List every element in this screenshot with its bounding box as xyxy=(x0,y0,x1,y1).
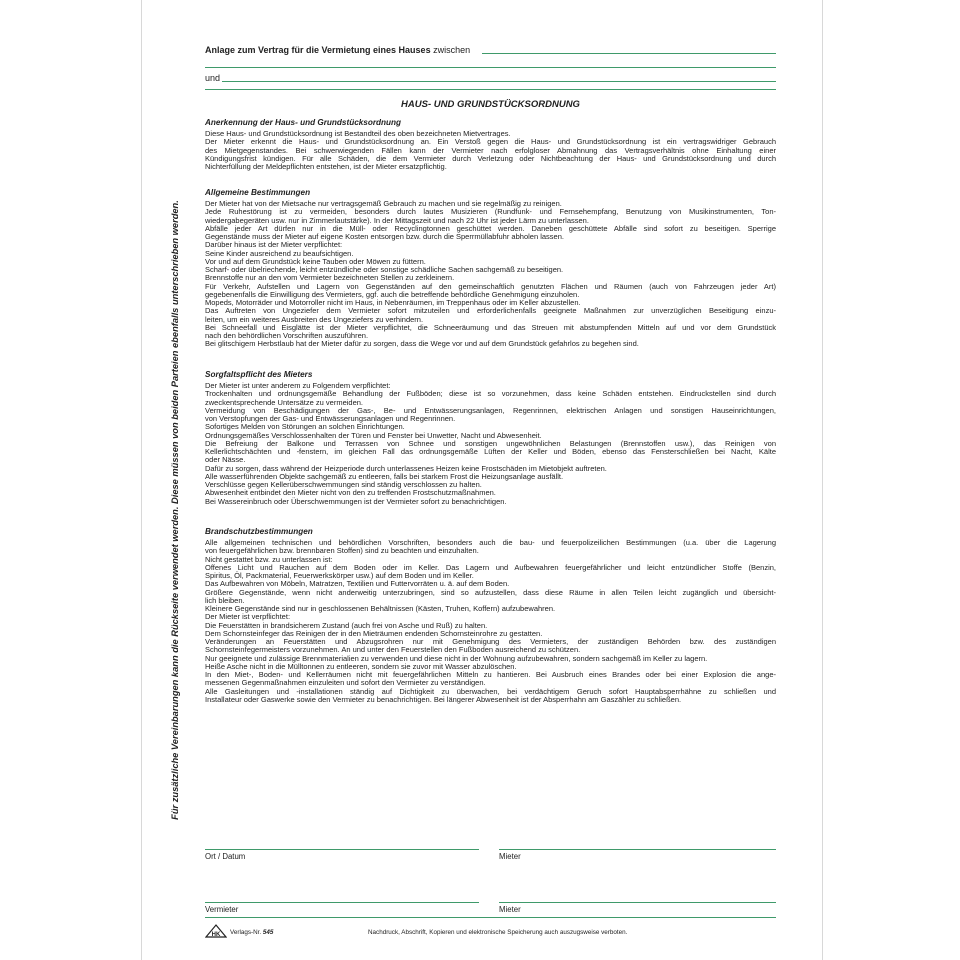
section-heading: Sorgfaltspflicht des Mieters xyxy=(205,370,313,379)
body-line: Der Mieter erkennt die Haus- und Grundstücksordnung an. Ein Verstoß gegen die Haus- und Grundstücksordnung ist ein vertragswidriger Gebrauch xyxy=(205,137,776,147)
body-line: zweckentsprechende Untersätze zu vermeiden. xyxy=(205,397,363,407)
body-line: Bei glitschigem Herbstlaub hat der Mieter dafür zu sorgen, dass die Wege vor und auf dem Grundstück gefahrlos zu begehen sind. xyxy=(205,339,639,349)
section-body xyxy=(205,382,776,506)
body-line: Sofortiges Melden von Störungen an solchen Einrichtungen. xyxy=(205,422,405,432)
section-heading: Anerkennung der Haus- und Grundstücksordnung xyxy=(205,118,402,127)
body-line: Abfälle jeder Art dürfen nur in die Müll- oder Recyclingtonnen geschüttet werden. Daneben geschüttete Abfälle sind sofort zu beseitigen. Sperrige xyxy=(205,223,776,233)
body-line: Die Feuerstätten in brandsicherem Zustand (auch frei von Asche und Ruß) zu halten. xyxy=(205,620,488,630)
body-line: Dafür zu sorgen, dass während der Heizperiode durch unterlassenes Heizen keine Frostschäden im Mietobjekt auftreten. xyxy=(205,463,607,473)
verlag-number-value: 545 xyxy=(262,929,274,936)
body-line: Schornsteinfegermeisters vorzunehmen. An und unter den Feuerstellen den Fußboden ausreichend zu schützen. xyxy=(205,645,581,655)
body-line: Mopeds, Motorräder und Motorroller nicht im Haus, in Nebenräumen, im Treppenhaus oder im Keller abzustellen. xyxy=(205,298,581,307)
body-line: Größere Gegenstände, wenn nicht anderweitig unterzubringen, sind so aufzustellen, dass diese Räume in allen Teilen leicht zugänglich und übersicht- xyxy=(205,587,776,597)
body-line: Kleinere Gegenstände sind nur in geschlossenen Behältnissen (Kästen, Truhen, Koffern) aufzubewahren. xyxy=(205,604,556,613)
publisher-logo-text: HK xyxy=(211,932,221,938)
landlord-fill-line[interactable] xyxy=(222,81,776,82)
body-line: Der Mieter ist unter anderem zu Folgendem verpflichtet: xyxy=(205,381,391,390)
body-line: von feuergefährlichen bzw. brennbaren Stoffen) sind zu beachten und einzuhalten. xyxy=(205,546,479,556)
body-line: Heiße Asche nicht in die Mülltonnen zu entleeren, sondern sie zuvor mit Wasser abzulöschen. xyxy=(205,661,517,671)
body-line: des Mietgegenstandes. Bei schwerwiegenden Fällen kann der Vermieter nach erfolgloser Abmahnung das Vertragsverhältnis ohne Einhaltung einer xyxy=(205,145,776,155)
body-line: Bei Wassereinbruch oder Überschwemmungen ist der Vermieter sofort zu benachrichtigen. xyxy=(205,496,507,506)
body-line: Trockenhalten und ordnungsgemäße Behandlung der Fußböden; diese ist so vorzunehmen, dass keine Schäden entstehen. Eindruckstellen sind durch xyxy=(205,389,776,399)
side-note-text: Für zusätzliche Vereinbarungen kann die Rückseite verwendet werden. Diese müssen von beiden Parteien ebenfalls unterschrieben werden. xyxy=(170,200,180,820)
body-line: Seine Kinder ausreichend zu beaufsichtigen. xyxy=(205,248,354,258)
mieter-1-label: Mieter xyxy=(499,852,521,861)
publisher-logo-icon xyxy=(205,924,227,938)
body-line: Nichterfüllung der Meldepflichten entstehen, ist der Mieter ersatzpflichtig. xyxy=(205,162,447,171)
body-line: lich bleiben. xyxy=(205,595,245,605)
section-body xyxy=(205,539,776,704)
body-line: Der Mieter hat von der Mietsache nur vertragsgemäß Gebrauch zu machen und sie regelmäßig zu reinigen. xyxy=(205,199,562,208)
body-line: Abwesenheit entbindet den Mieter nicht von den zu treffenden Frostschutzmaßnahmen. xyxy=(205,488,496,498)
body-line: Diese Haus- und Grundstücksordnung ist Bestandteil des oben bezeichneten Mietvertrages. xyxy=(205,129,511,138)
body-line: oder Nässe. xyxy=(205,455,246,465)
body-line: Verschlüsse gegen Kellerüberschwemmungen sind ständig verschlossen zu halten. xyxy=(205,480,482,489)
header-and-label: und xyxy=(205,73,221,83)
body-line: Vor und auf dem Grundstück keine Tauben oder Möwen zu füttern. xyxy=(205,256,426,266)
body-line: Ordnungsgemäßes Verschlossenhalten der Türen und Fenster bei Unwetter, Nacht und Abwesenheit. xyxy=(205,430,542,440)
mieter-2-label: Mieter xyxy=(499,905,521,914)
mieter-1-signature-line[interactable] xyxy=(499,849,776,850)
mieter-2-signature-line[interactable] xyxy=(499,902,776,903)
vermieter-signature-line[interactable] xyxy=(205,902,479,903)
ort-datum-label: Ort / Datum xyxy=(205,852,246,861)
header-rule-1 xyxy=(205,67,776,68)
document-title: HAUS- UND GRUNDSTÜCKSORDNUNG xyxy=(401,99,580,110)
body-line: Nur geeignete und zulässige Brennmaterialien zu verwenden und diese nicht in der Wohnung aufzubewahren, sondern sachgemäß im Keller zu lagern. xyxy=(205,653,708,663)
header-line-1 xyxy=(205,45,470,55)
section-body xyxy=(205,200,776,349)
body-line: Alle wasserführenden Objekte sachgemäß zu entleeren, falls bei starkem Frost die Heizungsanlage ausfällt. xyxy=(205,471,564,481)
body-line: Spiritus, Öl, Packmaterial, Feuerwerkskörper usw.) auf dem Boden und im Keller. xyxy=(205,571,474,580)
header-between-label: zwischen xyxy=(433,45,471,55)
body-line: Für Verkehr, Aufstellen und Lagern von Gegenständen auf den gemeinschaftlich genutzten Flächen und Räumen (auch von Fahrzeugen jeder Art) xyxy=(205,281,776,291)
section-heading: Brandschutzbestimmungen xyxy=(205,527,313,536)
body-line: Die Befreiung der Balkone und Terrassen von Schnee und sonstigen ungewöhnlichen Belastungen (Brennstoffen usw.), das Reinigen von xyxy=(205,438,776,448)
body-line: Jede Ruhestörung ist zu vermeiden, besonders durch lautes Musizieren (Rundfunk- und Fernsehempfang, Benutzung von Musikinstrumenten, Ton- xyxy=(205,207,776,217)
body-line: Kellerlichtschächten und -fenstern, im gleichen Fall das ordnungsgemäße Lüften der Keller und Böden, ebenso das Fensterschließen bei Nacht, Kälte xyxy=(205,447,776,456)
header-line-2 xyxy=(205,73,220,83)
body-line: Nicht gestattet bzw. zu unterlassen ist: xyxy=(205,554,333,564)
body-line: gegebenenfalls die Einwilligung des Vermieters, ggf. auch die betreffende behördliche Genehmigung einzuholen. xyxy=(205,289,580,299)
body-line: Alle Gasleitungen und -installationen ständig auf Dichtigkeit zu überwachen, bei verdächtigem Geruch sofort Hauptabsperrhähne zu schließen und xyxy=(205,686,776,696)
body-line: wiedergabegeräten usw. nur in Zimmerlautstärke). In der Mittagszeit und nach 22 Uhr ist jeder Lärm zu unterlassen. xyxy=(205,215,589,225)
ort-datum-signature-line[interactable] xyxy=(205,849,479,850)
body-line: Installateur oder Gaswerke sowie den Vermieter zu benachrichtigen. Bei längerer Abwesenheit ist der Absperrhahn am Gaszähler zu schließen. xyxy=(205,694,682,704)
verlag-label: Verlags-Nr. xyxy=(230,929,262,936)
body-line: Darüber hinaus ist der Mieter verpflichtet: xyxy=(205,240,343,250)
footer-rule xyxy=(205,917,776,918)
body-line: Vermeidung von Beschädigungen der Gas-, Be- und Entwässerungsanlagen, Regenrinnen, elektrischen Anlagen und sonstigen Hauseinrichtungen, xyxy=(205,405,776,415)
body-line: Veränderungen an Feuerstätten und Abzugsrohren nur mit Genehmigung des Vermieters, der zuständigen Behörden bzw. des zuständigen xyxy=(205,637,776,646)
body-line: nach den behördlichen Vorschriften auszuführen. xyxy=(205,331,369,340)
header-contract-label: Anlage zum Vertrag für die Vermietung eines Hauses xyxy=(205,45,431,55)
section-heading: Allgemeine Bestimmungen xyxy=(205,188,311,197)
body-line: von Verstopfungen der Gas- und Entwässerungsanlagen und Regenrinnen. xyxy=(205,414,456,423)
body-line: Gegenstände muss der Mieter auf eigene Kosten entsorgen bzw. durch die Sperrmüllabfuhr abholen lassen. xyxy=(205,232,564,241)
section-body xyxy=(205,130,776,171)
body-line: Das Aufbewahren von Möbeln, Matratzen, Textilien und Futtervorräten u. ä. auf dem Boden. xyxy=(205,579,510,589)
copyright-notice: Nachdruck, Abschrift, Kopieren und elektronische Speicherung auch auszugsweise verboten. xyxy=(368,929,628,936)
body-line: Bei Schneefall und Eisglätte ist der Mieter verpflichtet, die Schneeräumung und das Streuen mit abstumpfenden Mitteln auf und vor dem Grundstück xyxy=(205,322,776,332)
header-rule-2 xyxy=(205,89,776,90)
body-line: messenen Gegenmaßnahmen einzuleiten und sofort den Vermieter zu verständigen. xyxy=(205,678,486,688)
body-line: Brennstoffe nur an den vom Vermieter bezeichneten Stellen zu zerkleinern. xyxy=(205,273,455,283)
vermieter-label: Vermieter xyxy=(205,905,239,914)
body-line: Das Auftreten von Ungeziefer dem Vermieter sofort mitzuteilen und erforderlichenfalls geeignete Maßnahmen zur unverzüglichen Beseitigung einzu- xyxy=(205,306,776,316)
body-line: leiten, um ein weiteres Ausbreiten des Ungeziefers zu verhindern. xyxy=(205,314,424,324)
body-line: In den Miet-, Boden- und Kellerräumen nicht mit feuergefährlichen Mitteln zu hantieren. Bei Ausbruch eines Brandes oder bei einer Explosion die ange- xyxy=(205,670,776,679)
body-line: Offenes Licht und Rauchen auf dem Boden oder im Keller. Das Lagern und Aufbewahren feuergefährlicher und leicht entzündlicher Stoffe (Benzin, xyxy=(205,562,776,572)
body-line: Kündigungsfrist kündigen. Für alle Schäden, die dem Vermieter durch Verletzung oder Nichtbeachtung der Haus- und Grundstücksordnung und durch xyxy=(205,153,776,163)
body-line: Scharf- oder übelriechende, leicht entzündliche oder sonstige schädliche Sachen sachgemäß zu beseitigen. xyxy=(205,265,564,274)
verlag-number xyxy=(230,929,273,936)
body-line: Der Mieter ist verpflichtet: xyxy=(205,612,291,622)
body-line: Dem Schornsteinfeger das Reinigen der in den Mieträumen endenden Schornsteinrohre zu gestatten. xyxy=(205,628,543,638)
body-line: Alle allgemeinen technischen und behördlichen Vorschriften, besonders auch die bau- und feuerpolizeilichen Bestimmungen (u.a. über die Lagerung xyxy=(205,538,776,547)
tenant-fill-line[interactable] xyxy=(482,53,776,54)
